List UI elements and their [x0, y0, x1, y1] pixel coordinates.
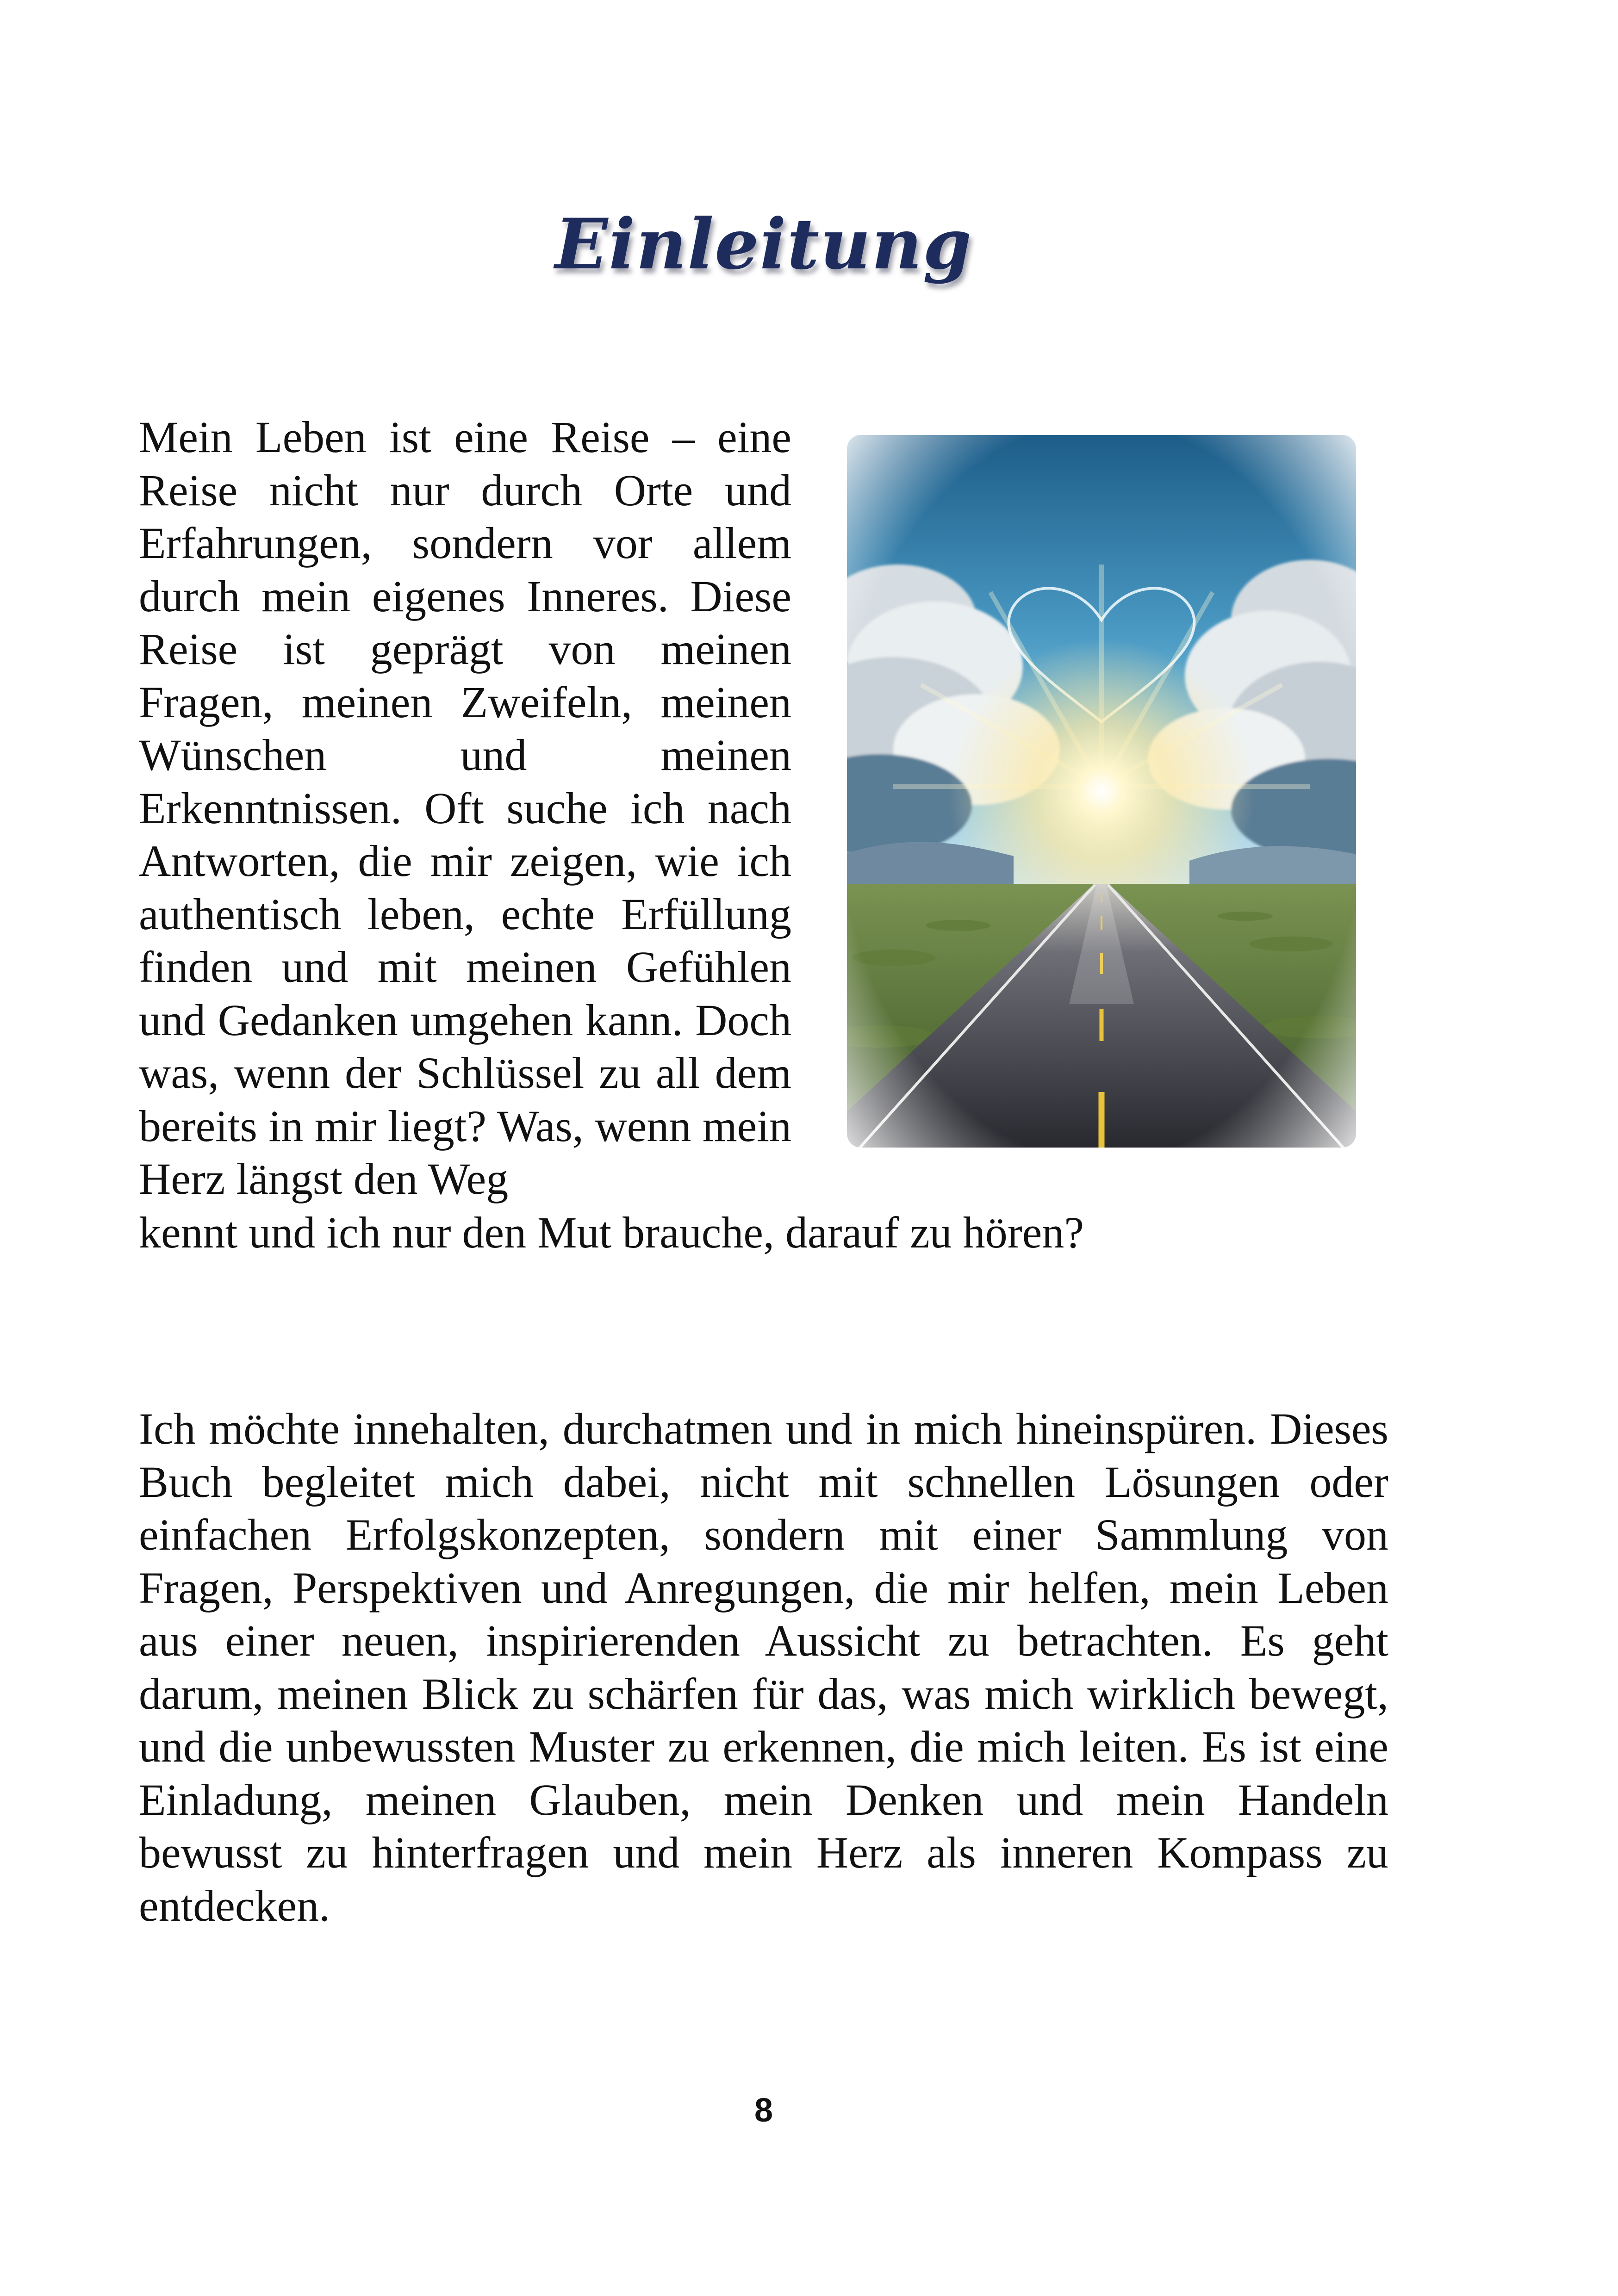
page-number: 8 [754, 2092, 773, 2129]
road-heart-sky-image [838, 426, 1365, 1157]
chapter-title: Einleitung [554, 204, 973, 285]
intro-paragraph-1-last-line: kennt und ich nur den Mut brauche, darauf zu hören? [139, 1208, 1084, 1257]
intro-paragraph-2: Ich möchte innehalten, durchatmen und in mich hineinspüren. Dieses Buch begleitet mich dabei, nicht mit schnellen Lösungen oder einfachen Erfolgskonzepten, sondern mit einer Sammlung von Fragen, Perspektiven und Anregungen, die mir helfen, mein Leben aus einer neuen, inspirierenden Aussicht zu betrachten. Es geht darum, meinen Blick zu schärfen für das, was mich wirklich bewegt, und die unbewussten Muster zu erkennen, die mich leiten. Es ist eine Einladung, meinen Glauben, mein Denken und mein Handeln bewusst zu hinterfragen und mein Herz als inneren Kompass zu entdecken. [139, 1404, 1388, 1930]
intro-paragraph-1: Mein Leben ist eine Reise – eine Reise nicht nur durch Orte und Erfahrungen, sondern vor allem durch mein eigenes Inneres. Diese Reise ist geprägt von meinen Fragen, meinen Zweifeln, meinen Wünschen und meinen Erkenntnissen. Oft suche ich nach Antworten, die mir zeigen, wie ich authentisch leben, echte Erfüllung finden und mit meinen Gefühlen und Gedanken umgehen kann. Doch was, wenn der Schlüssel zu all dem bereits in mir liegt? Was, wenn mein Herz längst den Weg [139, 412, 791, 1204]
